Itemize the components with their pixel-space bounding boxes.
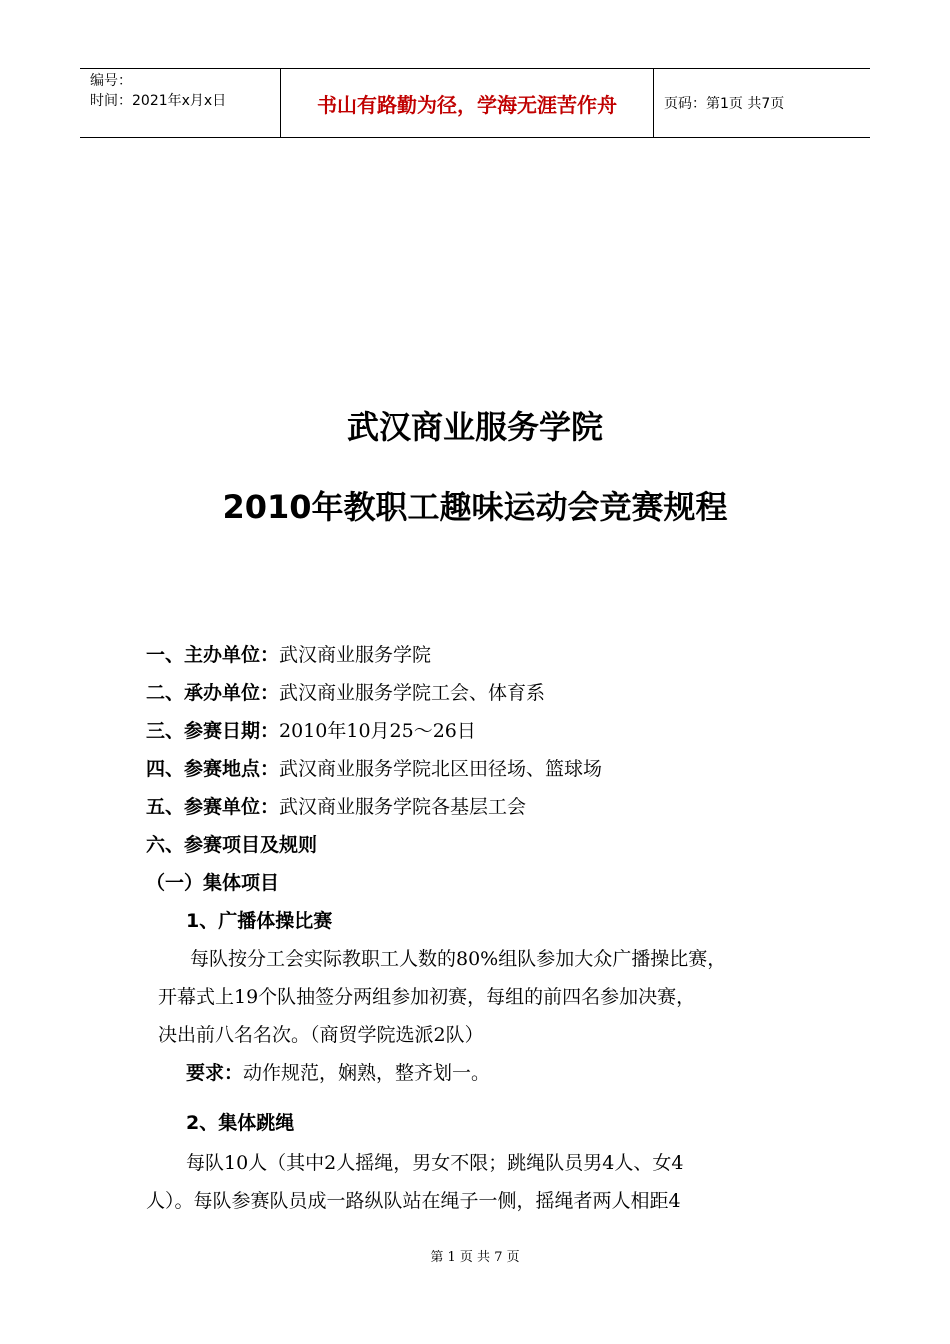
item1-requirement — [186, 1058, 490, 1085]
section-organizer-value: 武汉商业服务学院 — [279, 644, 432, 666]
page-footer: 第 1 页 共 7 页 — [430, 1250, 520, 1265]
motto: 书山有路勤为径，学海无涯苦作舟 — [281, 69, 654, 137]
section-date-label: 三、参赛日期： — [146, 720, 280, 742]
number-label: 编号： — [90, 73, 132, 89]
section-organizer-label: 一、主办单位： — [146, 644, 280, 666]
section-date-value: 2010年10月25～26日 — [279, 720, 476, 742]
page-info: 页码：第1页 共7页 — [664, 96, 785, 112]
group-events-heading: （一）集体项目 — [146, 872, 280, 894]
item1-paragraph-line1: 每队按分工会实际教职工人数的80%组队参加大众广播操比赛， — [190, 948, 727, 970]
header-left-cell — [80, 69, 281, 137]
item1-paragraph-line2: 开幕式上19个队抽签分两组参加初赛，每组的前四名参加决赛， — [158, 986, 696, 1008]
section-date — [146, 716, 476, 743]
item2-title: 2、集体跳绳 — [186, 1112, 295, 1134]
section-participants-label: 五、参赛单位： — [146, 796, 280, 818]
section-events-heading: 六、参赛项目及规则 — [146, 834, 318, 856]
section-venue-label: 四、参赛地点： — [146, 758, 280, 780]
section-host — [146, 678, 545, 705]
item1-requirement-value: 动作规范，娴熟，整齐划一。 — [243, 1062, 491, 1084]
item2-paragraph-line1: 每队10人（其中2人摇绳，男女不限；跳绳队员男4人、女4 — [186, 1152, 684, 1174]
document-title-line1: 武汉商业服务学院 — [346, 408, 603, 446]
item1-paragraph-line3: 决出前八名名次。（商贸学院选派2队） — [158, 1024, 484, 1046]
item1-requirement-label: 要求： — [186, 1062, 244, 1084]
item1-title: 1、广播体操比赛 — [186, 910, 333, 932]
time-label: 时间：2021年x月x日 — [90, 93, 227, 109]
document-title-line2: 2010年教职工趣味运动会竞赛规程 — [222, 488, 728, 526]
section-participants-value: 武汉商业服务学院各基层工会 — [279, 796, 527, 818]
section-host-label: 二、承办单位： — [146, 682, 280, 704]
section-venue-value: 武汉商业服务学院北区田径场、篮球场 — [279, 758, 603, 780]
section-venue — [146, 754, 602, 781]
section-host-value: 武汉商业服务学院工会、体育系 — [279, 682, 546, 704]
section-organizer — [146, 640, 431, 667]
header-table — [80, 68, 870, 138]
section-participants — [146, 792, 526, 819]
item2-paragraph-line2: 人）。每队参赛队员成一路纵队站在绳子一侧，摇绳者两人相距4 — [146, 1190, 681, 1212]
